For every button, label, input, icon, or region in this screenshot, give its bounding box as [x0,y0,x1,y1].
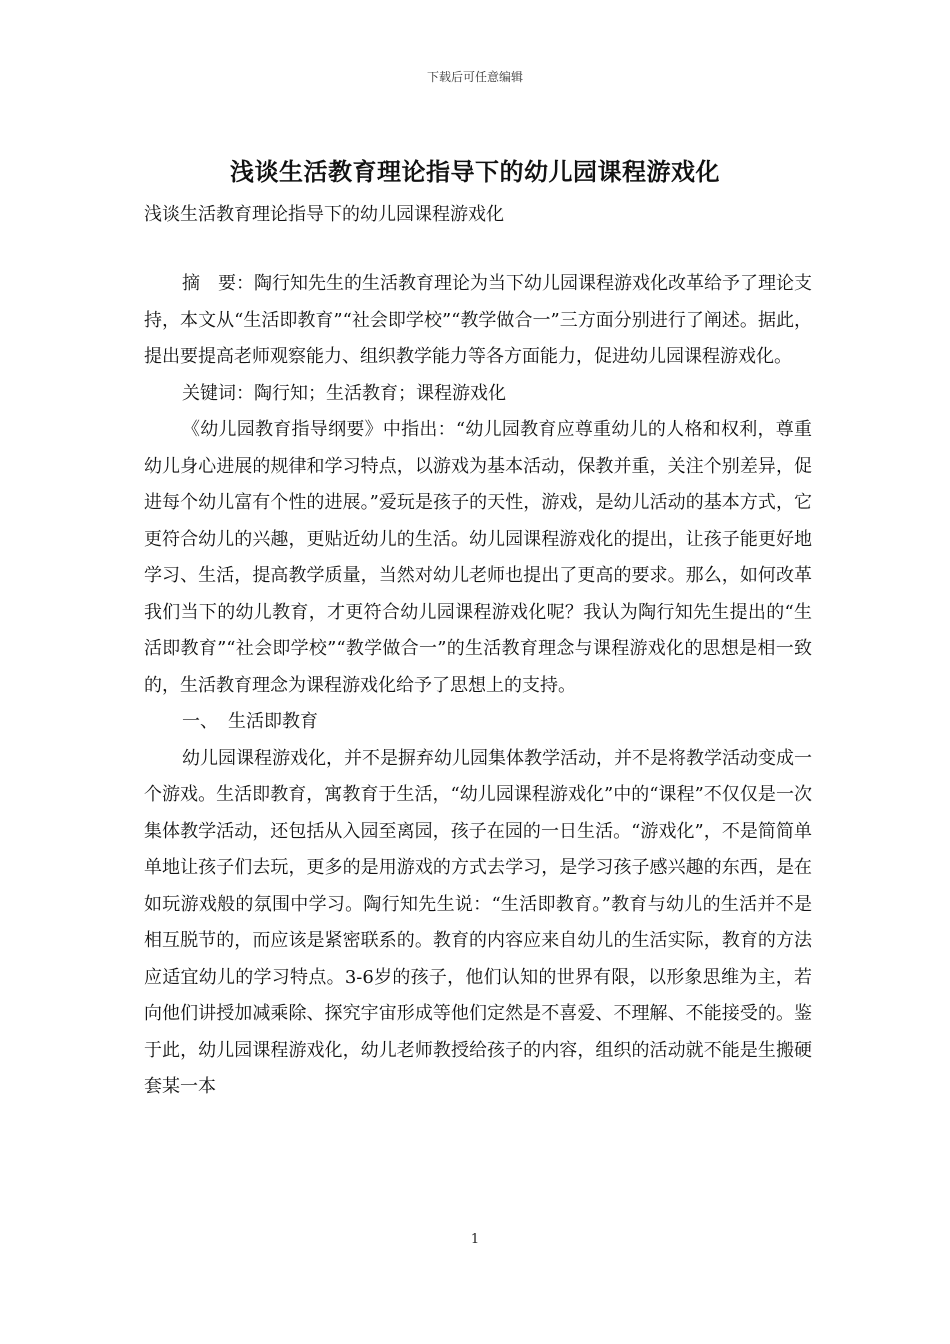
header-note: 下载后可任意编辑 [426,70,523,84]
section-paragraph: 幼儿园课程游戏化，并不是摒弃幼儿园集体教学活动，并不是将教学活动变成一个游戏。生活即教育，寓教育于生活，“幼儿园课程游戏化”中的“课程”不仅仅是一次集体教学活动，还包括从入园至离园，孩子在园的一日生活。“游戏化”，不是简简单单地让孩子们去玩，更多的是用游戏的方式去学习，是学习孩子感兴趣的东西，是在如玩游戏般的氛围中学习。陶行知先生说：“生活即教育。”教育与幼儿的生活并不是相互脱节的，而应该是紧密联系的。教育的内容应来自幼儿的生活实际，教育的方法应适宜幼儿的学习特点。3-6岁的孩子，他们认知的世界有限，以形象思维为主，若向他们讲授加减乘除、探究宇宙形成等他们定然是不喜爱、不理解、不能接受的。鉴于此，幼儿园课程游戏化，幼儿老师教授给孩子的内容，组织的活动就不能是生搬硬套某一本 [144,747,812,1097]
section-title: 生活即教育 [228,711,318,732]
section-heading [144,704,812,741]
keywords-paragraph: 关键词：陶行知；生活教育；课程游戏化 [182,382,506,404]
document-body [144,266,812,1106]
intro-paragraph: 《幼儿园教育指导纲要》中指出：“幼儿园教育应尊重幼儿的人格和权利，尊重幼儿身心进展的规律和学习特点，以游戏为基本活动，保教并重，关注个别差异，促进每个幼儿富有个性的进展。”爱玩是孩子的天性，游戏，是幼儿活动的基本方式，它更符合幼儿的兴趣，更贴近幼儿的生活。幼儿园课程游戏化的提出，让孩子能更好地学习、生活，提高教学质量，当然对幼儿老师也提出了更高的要求。那么，如何改革我们当下的幼儿教育，才更符合幼儿园课程游戏化呢？我认为陶行知先生提出的“生活即教育”“社会即学校”“教学做合一”的生活教育理念与课程游戏化的思想是相一致的，生活教育理念为课程游戏化给予了思想上的支持。 [144,419,812,696]
section-number: 一、 [182,711,218,732]
page-number: 1 [470,1232,480,1247]
document-subtitle: 浅谈生活教育理论指导下的幼儿园课程游戏化 [144,204,504,225]
document-title: 浅谈生活教育理论指导下的幼儿园课程游戏化 [230,157,720,186]
abstract-paragraph: 摘 要：陶行知先生的生活教育理论为当下幼儿园课程游戏化改革给予了理论支持，本文从“生活即教育”“社会即学校”“教学做合一”三方面分别进行了阐述。据此，提出要提高老师观察能力、组织教学能力等各方面能力，促进幼儿园课程游戏化。 [144,273,812,367]
